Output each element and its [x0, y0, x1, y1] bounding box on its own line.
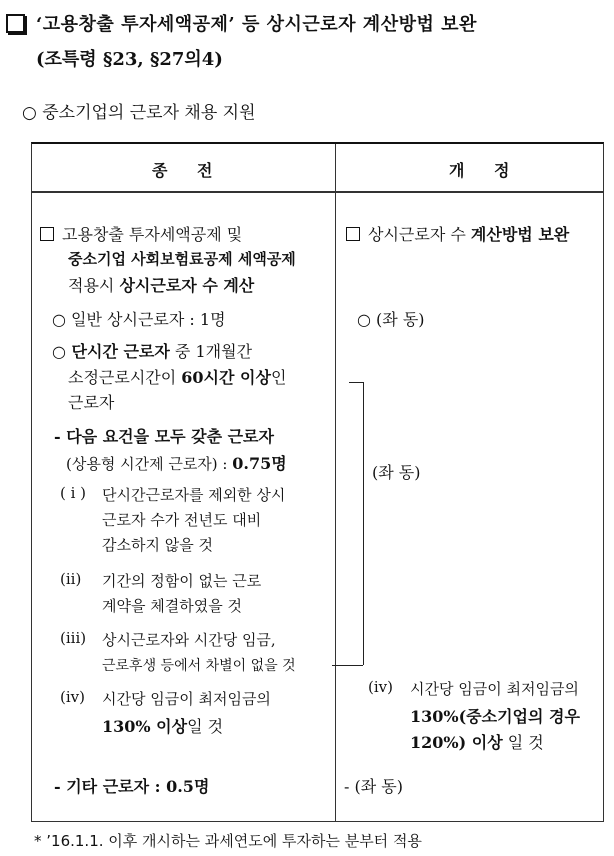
- before-iii-line2: 근로후생 등에서 차별이 없을 것: [102, 658, 296, 674]
- before-i-line1: 단시간근로자를 제외한 상시: [102, 486, 286, 504]
- before-part-time-line3: 근로자: [68, 393, 115, 412]
- before-i-line3: 감소하지 않을 것: [102, 536, 213, 554]
- before-general-worker: ○ 일반 상시근로자 : 1명: [52, 310, 226, 329]
- before-part-line2-post: 인: [270, 368, 287, 387]
- before-ii-line2: 계약을 체결하였을 것: [102, 597, 242, 615]
- before-ii-label: (ii): [60, 570, 82, 588]
- before-lead-line3-bold: 상시근로자 수 계산: [119, 276, 255, 295]
- heading-box-icon: [6, 14, 25, 33]
- heading-title: ‘고용창출 투자세액공제’ 등 상시근로자 계산방법 보완: [36, 14, 477, 35]
- before-condition-title: - 다음 요건을 모두 갖춘 근로자: [54, 427, 274, 446]
- after-iv-line2: 130%(중소기업의 경우: [410, 707, 580, 726]
- section-heading: ○ 중소기업의 근로자 채용 지원: [22, 103, 256, 123]
- before-iv-line2: [102, 714, 223, 737]
- after-same-bracket: (좌 동): [372, 463, 421, 482]
- before-ii-line1: 기간의 정함이 없는 근로: [102, 572, 262, 590]
- after-iv-line1: 시간당 임금이 최저임금의: [410, 680, 579, 698]
- bracket-top: [349, 382, 363, 383]
- before-lead-line3-pre: 적용시: [68, 276, 120, 295]
- before-iii-label: (iii): [60, 629, 87, 647]
- before-i-line2: 근로자 수가 전년도 대비: [102, 511, 262, 529]
- bracket-vertical: [363, 382, 364, 665]
- after-lead-pre: 상시근로자 수: [368, 225, 471, 244]
- before-part-time-rest: 중 1개월간: [169, 342, 253, 361]
- before-iv-line2-post: 일 것: [187, 717, 224, 736]
- after-iv-line3-bold: 120%) 이상: [410, 733, 503, 752]
- comparison-table: [31, 142, 604, 822]
- after-lead-bold: 계산방법 보완: [470, 225, 570, 244]
- before-part-line2-pre: 소정근로시간이: [68, 368, 182, 387]
- after-iv-label: (iv): [368, 678, 393, 696]
- before-i-label: ( i ): [60, 484, 87, 502]
- before-lead-line1: [40, 222, 242, 245]
- before-lead-line2: 중소기업 사회보험료공제 세액공제: [68, 250, 296, 268]
- after-same-general: ○ (좌 동): [357, 310, 425, 329]
- after-iv-line3: [410, 730, 544, 753]
- before-condition-sub-bold: 0.75명: [232, 454, 287, 473]
- after-same-last: - (좌 동): [344, 777, 403, 796]
- before-part-line2-bold: 60시간 이상: [181, 368, 271, 387]
- after-lead: [346, 222, 569, 245]
- column-divider: [335, 144, 336, 821]
- column-header-before: 종 전: [152, 161, 225, 180]
- before-part-time-bold: ○ 단시간 근로자: [52, 342, 170, 361]
- before-condition-sub-pre: (상용형 시간제 근로자) :: [66, 455, 233, 473]
- before-lead-text1: 고용창출 투자세액공제 및: [62, 225, 243, 244]
- square-bullet-icon: [40, 227, 54, 241]
- heading-subtitle: (조특령 §23, §27의4): [36, 49, 223, 70]
- before-iv-label: (iv): [60, 688, 85, 706]
- before-iv-line2-bold: 130% 이상: [102, 717, 188, 736]
- before-condition-sub: [66, 451, 287, 474]
- column-header-after: 개 정: [449, 161, 522, 180]
- before-lead-line3: [68, 273, 254, 296]
- square-bullet-icon: [346, 227, 360, 241]
- before-iii-line1: 상시근로자와 시간당 임금,: [102, 631, 276, 649]
- before-part-time-line2: [68, 365, 286, 388]
- header-divider: [32, 191, 603, 193]
- before-other-workers: - 기타 근로자 : 0.5명: [54, 777, 210, 796]
- after-iv-line3-post: 일 것: [502, 733, 544, 752]
- before-part-time-line1: [52, 339, 252, 362]
- before-iv-line1: 시간당 임금이 최저임금의: [102, 690, 271, 708]
- footnote: * ’16.1.1. 이후 개시하는 과세연도에 투자하는 분부터 적용: [34, 832, 422, 850]
- bracket-bottom: [332, 665, 363, 666]
